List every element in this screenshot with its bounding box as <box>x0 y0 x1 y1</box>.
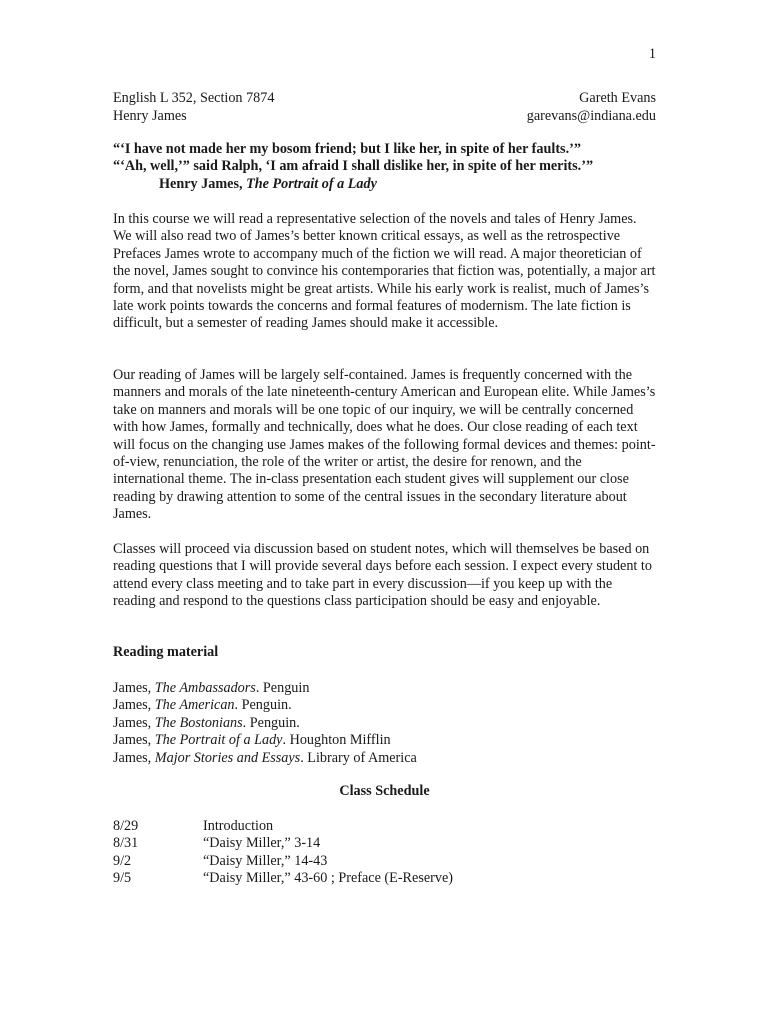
header-row-1 <box>113 90 656 107</box>
reading-publisher: . Penguin. <box>242 714 300 731</box>
reading-title: The Ambassadors <box>154 680 256 696</box>
epigraph-line-2: “‘Ah, well,’” said Ralph, ‘I am afraid I shall dislike her, in spite of her merits.’” <box>113 158 594 175</box>
class-schedule-heading: Class Schedule <box>339 783 430 799</box>
reading-publisher: . Library of America <box>300 749 417 766</box>
reading-publisher: . Penguin. <box>234 697 292 714</box>
approach-paragraph: Our reading of James will be largely self-contained. James is frequently concerned with the manners and morals of the late nineteenth-century American and European elite. While James’s take on manners and morals will be one topic of our inquiry, we will be centrally concerned with how James, formally and technically, does what he does. Our close reading of each text will focus on the changing use James makes of the following formal devices and themes: point-of-view, renunciation, the role of the writer or artist, the desire for renown, and the international theme. The in-class presentation each student gives will supplement our close reading by drawing attention to some of the central issues in the secondary literature about James. <box>113 367 656 523</box>
schedule-row <box>113 818 453 835</box>
reading-author: James, <box>113 732 155 749</box>
schedule-row <box>113 835 453 852</box>
class-schedule <box>113 818 453 888</box>
reading-author: James, <box>113 680 155 696</box>
schedule-date: 9/5 <box>113 870 132 887</box>
reading-title: Major Stories and Essays <box>154 749 301 766</box>
schedule-entry: Introduction <box>203 818 274 834</box>
reading-title: The Bostonians <box>154 714 243 731</box>
intro-paragraph: In this course we will read a representative selection of the novels and tales of Henry James. We will also read two of James’s better known critical essays, as well as the retrospective Prefaces James wrote to accompany much of the fiction we will read. A major theoretician of the novel, James sought to convince his contemporaries that fiction was, potentially, a major art form, and that novelists might be great artists. While his early work is realist, much of James’s late work points towards the concerns and formal features of modernism. The late fiction is difficult, but a semester of reading James should make it accessible. <box>113 211 656 332</box>
reading-item <box>113 732 417 749</box>
schedule-date: 8/29 <box>113 818 139 834</box>
reading-item <box>113 715 417 732</box>
epigraph-work-title: The Portrait of a Lady <box>246 175 377 192</box>
reading-author: James, <box>113 749 155 766</box>
epigraph <box>113 141 673 193</box>
page-number: 1 <box>648 46 656 62</box>
reading-title: The Portrait of a Lady <box>154 732 283 749</box>
classes-paragraph: Classes will proceed via discussion based on student notes, which will themselves be based on reading questions that I will provide several days before each session. I expect every student to attend every class meeting and to take part in every discussion—if you keep up with the reading and respond to the questions class participation should be easy and enjoyable. <box>113 541 652 610</box>
epigraph-line-1: “‘I have not made her my bosom friend; but I like her, in spite of her faults.’” <box>113 141 581 157</box>
schedule-row <box>113 870 453 887</box>
course-topic: Henry James <box>113 108 187 124</box>
reading-publisher: . Houghton Mifflin <box>282 732 391 749</box>
schedule-entry: “Daisy Miller,” 14-43 <box>203 852 328 869</box>
reading-author: James, <box>113 714 155 731</box>
schedule-date: 8/31 <box>113 835 139 852</box>
reading-list <box>113 680 417 767</box>
reading-title: The American <box>154 697 235 714</box>
reading-publisher: . Penguin <box>255 680 310 696</box>
reading-item <box>113 680 417 697</box>
header-row-2 <box>113 108 656 125</box>
instructor-email: garevans@indiana.edu <box>526 108 656 124</box>
reading-author: James, <box>113 697 155 714</box>
reading-item <box>113 697 417 714</box>
schedule-date: 9/2 <box>113 852 132 869</box>
reading-material-heading: Reading material <box>113 644 219 660</box>
epigraph-author: Henry James, <box>159 175 247 192</box>
schedule-entry: “Daisy Miller,” 43-60 ; Preface (E-Reserve) <box>203 870 453 887</box>
course-title: English L 352, Section 7874 <box>113 90 275 106</box>
schedule-entry: “Daisy Miller,” 3-14 <box>203 835 321 852</box>
reading-item <box>113 750 417 767</box>
instructor-name: Gareth Evans <box>579 90 656 106</box>
epigraph-attribution <box>113 176 673 193</box>
schedule-row <box>113 853 453 870</box>
